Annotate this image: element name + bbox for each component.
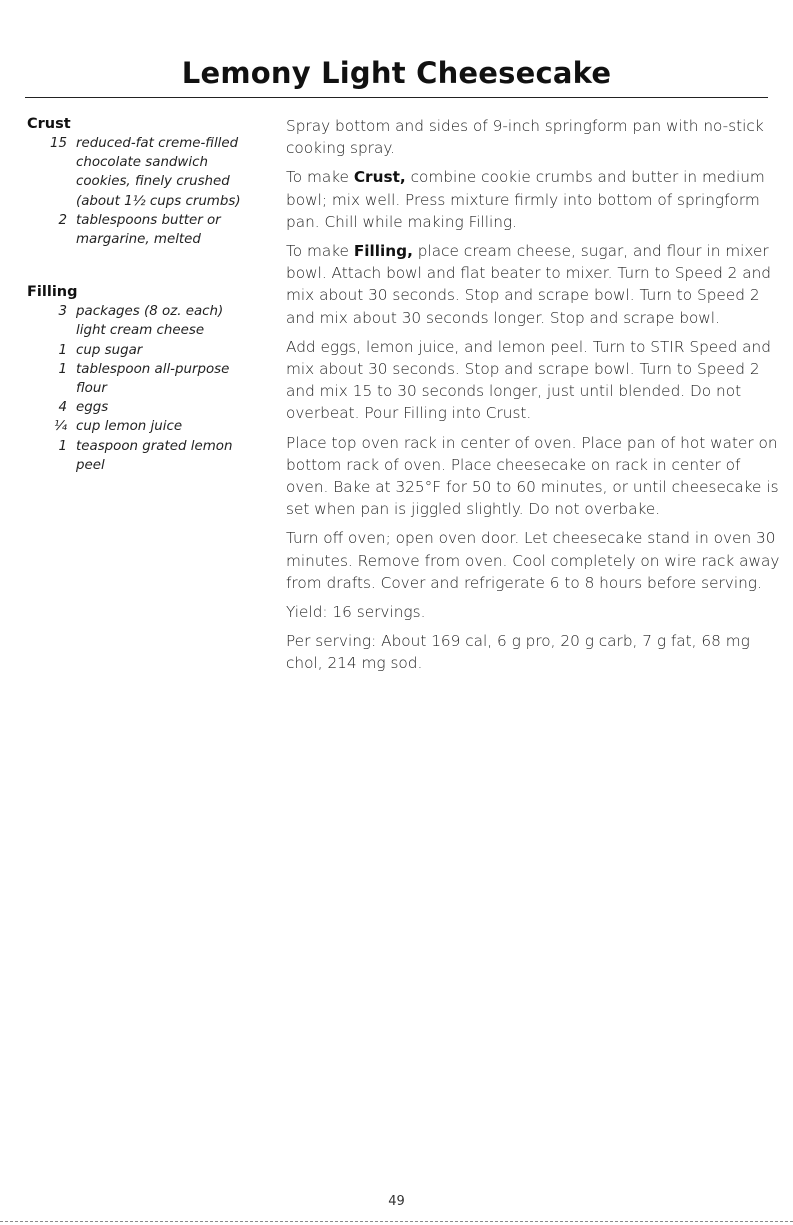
ingredient-item xyxy=(27,211,272,249)
ingredient-qty: 1 xyxy=(58,342,67,358)
ingredient-item xyxy=(27,398,272,417)
ingredient-qty: 1 xyxy=(58,438,67,454)
instruction-paragraph-crust xyxy=(286,166,781,233)
ingredient-text: eggs xyxy=(76,400,109,416)
ingredient-qty: ¼ xyxy=(54,419,67,435)
page-number: 49 xyxy=(388,1194,405,1209)
instruction-paragraph-filling xyxy=(286,240,781,329)
ingredient-item xyxy=(27,302,272,340)
ingredient-item xyxy=(27,360,272,398)
ingredient-text: tablespoon all-purpose flour xyxy=(76,361,230,397)
ingredient-item xyxy=(27,134,272,211)
ingredient-text: packages (8 oz. each) light cream cheese xyxy=(76,304,224,339)
instruction-paragraph: Spray bottom and sides of 9-inch springform pan with no-stick cooking spray. xyxy=(286,117,764,158)
ingredient-text: tablespoons butter or margarine, melted xyxy=(76,212,221,248)
ingredient-qty: 4 xyxy=(58,400,67,416)
ingredient-item xyxy=(27,341,272,360)
ingredient-item xyxy=(27,437,272,475)
instruction-text: To make xyxy=(286,168,354,187)
instruction-text: combine cookie crumbs and butter in medium bowl; mix well. Press mixture firmly into bottom of springform pan. Chill while making Filling. xyxy=(286,168,765,231)
nutrition-text: Per serving: About 169 cal, 6 g pro, 20 g carb, 7 g fat, 68 mg chol, 214 mg sod. xyxy=(286,632,750,673)
instruction-paragraph: Place top oven rack in center of oven. Place pan of hot water on bottom rack of oven. Place cheesecake on rack in center of oven. Bake at 325°F for 50 to 60 minutes, or until cheesecake is set when pan is jiggled slightly. Do not overbake. xyxy=(286,433,779,519)
instruction-paragraph: Add eggs, lemon juice, and lemon peel. Turn to STIR Speed and mix about 30 seconds. Stop and scrape bowl. Turn to Speed 2 and mix 15 to 30 seconds longer, just until blended. Do not overbeat. Pour Filling into Crust. xyxy=(286,337,771,423)
title-divider xyxy=(25,97,768,98)
ingredients-column xyxy=(27,115,272,501)
ingredient-qty: 15 xyxy=(49,136,67,151)
filling-ingredients xyxy=(27,283,272,475)
instruction-paragraph: Turn off oven; open oven door. Let cheesecake stand in oven 30 minutes. Remove from oven. Cool completely on wire rack away from drafts. Cover and refrigerate 6 to 8 hours before serving. xyxy=(286,529,780,592)
recipe-title: Lemony Light Cheesecake xyxy=(181,56,612,90)
ingredient-qty: 2 xyxy=(58,212,67,228)
page-edge-rule xyxy=(0,1221,793,1222)
filling-heading: Filling xyxy=(27,284,78,301)
ingredient-text: teaspoon grated lemon peel xyxy=(76,438,233,473)
crust-keyword: Crust, xyxy=(353,168,406,187)
ingredient-item xyxy=(27,417,272,436)
ingredient-qty: 3 xyxy=(58,304,67,320)
yield-text: Yield: 16 servings. xyxy=(286,603,426,622)
crust-ingredients xyxy=(27,115,272,249)
filling-keyword: Filling, xyxy=(353,242,413,261)
instruction-text: To make xyxy=(286,242,354,261)
crust-heading: Crust xyxy=(27,116,71,132)
ingredient-text: cup lemon juice xyxy=(76,419,183,435)
instructions-column xyxy=(286,115,781,682)
ingredient-qty: 1 xyxy=(58,361,67,377)
ingredient-text: reduced-fat creme-filled chocolate sandwich cookies, finely crushed (about 1½ cups crumbs) xyxy=(76,136,241,209)
instruction-text: place cream cheese, sugar, and flour in mixer bowl. Attach bowl and flat beater to mixer. Turn to Speed 2 and mix about 30 seconds. Stop and scrape bowl. Turn to Speed 2 and mix about 30 seconds longer. Stop and scrape bowl. xyxy=(286,242,772,327)
ingredient-text: cup sugar xyxy=(76,342,143,358)
